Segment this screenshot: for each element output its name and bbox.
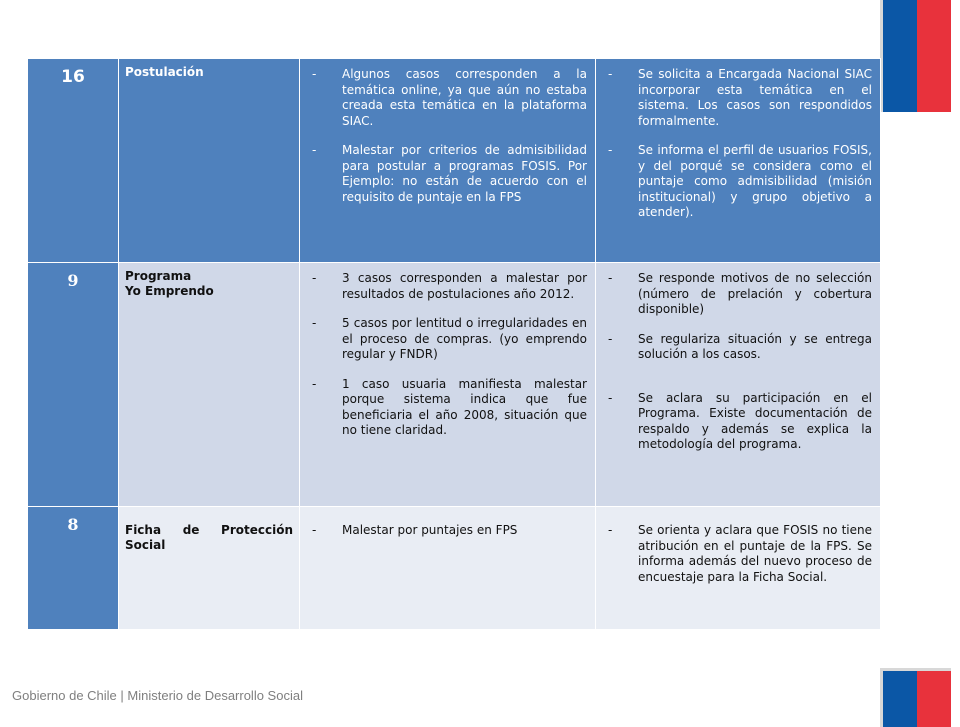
response-item: - Se informa el perfil de usuarios FOSIS, y del porqué se considera como el puntaje como admisibilidad (misión institucional) y grupo objetivo a atender). (604, 143, 872, 221)
topic-cell (119, 507, 300, 630)
topic-label: Postulación (125, 65, 204, 79)
flag-blue-stripe (883, 0, 917, 112)
table-row (28, 59, 881, 263)
responses-cell (596, 59, 881, 263)
table-row (28, 263, 881, 507)
case-count (28, 507, 119, 630)
responses-cell (596, 263, 881, 507)
topic-label: Programa (125, 269, 192, 283)
response-item: - Se aclara su participación en el Programa. Existe documentación de respaldo y además se explica la metodología del programa. (604, 391, 872, 453)
issues-cell (300, 507, 596, 630)
issue-item: - Algunos casos corresponden a la temática online, ya que aún no estaba creada esta temática en la plataforma SIAC. (308, 67, 587, 129)
response-item: - Se regulariza situación y se entrega solución a los casos. (604, 332, 872, 363)
case-count (28, 59, 119, 263)
case-count (28, 263, 119, 507)
chile-flag-logo-top (880, 0, 951, 112)
responses-cell (596, 507, 881, 630)
issue-item: - 3 casos corresponden a malestar por resultados de postulaciones año 2012. (308, 271, 587, 302)
case-count-value: 8 (67, 515, 79, 534)
response-item: - Se responde motivos de no selección (número de prelación y cobertura disponible) (604, 271, 872, 318)
case-count-value: 9 (67, 271, 79, 290)
issue-item: - Malestar por puntajes en FPS (308, 523, 587, 539)
topic-cell (119, 59, 300, 263)
flag-red-stripe (917, 671, 951, 727)
table-row (28, 507, 881, 630)
topic-label: Ficha de Protección Social (125, 523, 293, 552)
flag-blue-stripe (883, 671, 917, 727)
flag-red-stripe (917, 0, 951, 112)
complaints-table (27, 58, 881, 630)
case-count-value: 16 (61, 67, 85, 87)
issue-item: - 5 casos por lentitud o irregularidades en el proceso de compras. (yo emprendo regular y FNDR) (308, 316, 587, 363)
chile-flag-logo-bottom (880, 668, 951, 727)
footer-text: Gobierno de Chile | Ministerio de Desarrollo Social (12, 688, 303, 703)
issues-cell (300, 59, 596, 263)
response-item: - Se orienta y aclara que FOSIS no tiene atribución en el puntaje de la FPS. Se informa además del nuevo proceso de encuestaje para la Ficha Social. (604, 523, 872, 585)
issue-item: - Malestar por criterios de admisibilidad para postular a programas FOSIS. Por Ejemplo: no están de acuerdo con el requisito de puntaje en la FPS (308, 143, 587, 205)
topic-label: Yo Emprendo (125, 284, 214, 298)
issue-item: - 1 caso usuaria manifiesta malestar porque sistema indica que fue beneficiaria el año 2008, situación que no tiene claridad. (308, 377, 587, 439)
issues-cell (300, 263, 596, 507)
topic-cell (119, 263, 300, 507)
response-item: - Se solicita a Encargada Nacional SIAC incorporar esta temática en el sistema. Los casos son respondidos formalmente. (604, 67, 872, 129)
